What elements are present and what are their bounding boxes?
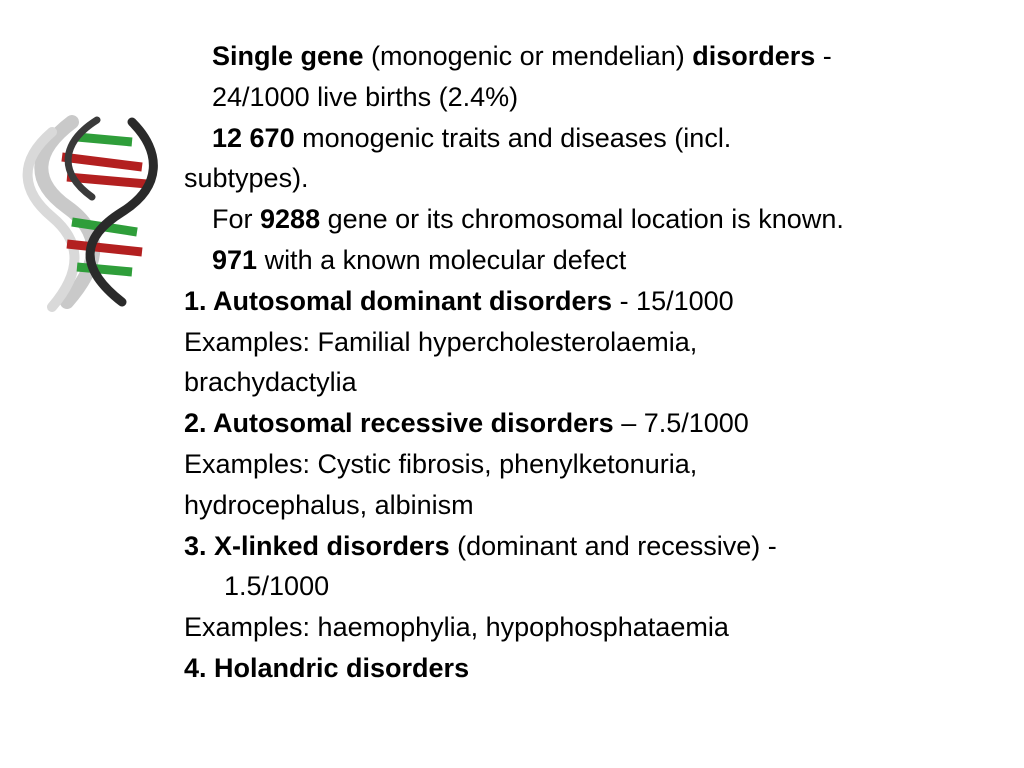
x-linked-rate: 1.5/1000 [224,571,330,602]
autosomal-dominant-heading [184,281,1014,322]
location-count: 9288 [260,204,321,235]
autosomal-recessive-heading [184,403,1014,444]
location-known-line [184,199,1014,240]
autosomal-dominant-examples: Examples: Familial hypercholesterolaemia, [184,326,698,357]
holandric-heading [184,648,1014,689]
location-text: gene or its chromosomal location is known. [320,204,844,235]
single-gene-text: (monogenic or mendelian) [363,41,693,71]
autosomal-recessive-rate: – 7.5/1000 [613,408,749,439]
autosomal-dominant-rate: - 15/1000 [612,285,734,316]
x-linked-examples: Examples: haemophylia, hypophosphataemia [184,612,729,643]
defect-text: with a known molecular defect [257,244,627,275]
dash-text: - [815,41,832,71]
subtypes-line: subtypes). [184,163,309,194]
holandric-bold: 4. Holandric disorders [184,652,470,683]
live-births-line: 24/1000 live births (2.4%) [212,81,519,112]
defect-count: 971 [212,244,258,275]
autosomal-recessive-bold: 2. Autosomal recessive disorders [184,408,614,439]
slide-text [184,36,1014,689]
traits-text: monogenic traits and diseases (incl. [294,122,732,153]
dna-helix-icon [22,112,172,312]
traits-count: 12 670 [212,122,295,153]
molecular-defect-line [184,240,1014,281]
for-text: For [212,204,261,235]
autosomal-dominant-examples-cont: brachydactylia [184,367,357,398]
monogenic-traits-line [184,118,1014,159]
dna-rung [62,157,142,167]
dna-rung [77,267,132,272]
autosomal-recessive-examples: Examples: Cystic fibrosis, phenylketonuria, [184,448,698,479]
autosomal-dominant-bold: 1. Autosomal dominant disorders [184,285,613,316]
disorders-bold: disorders [692,41,816,71]
autosomal-recessive-examples-cont: hydrocephalus, albinism [184,489,474,520]
dna-rung [77,137,132,142]
x-linked-bold: 3. X-linked disorders [184,530,450,561]
x-linked-heading [184,526,1014,567]
single-gene-bold: Single gene [212,41,364,71]
single-gene-heading [184,36,1014,77]
x-linked-text: (dominant and recessive) - [449,530,777,561]
